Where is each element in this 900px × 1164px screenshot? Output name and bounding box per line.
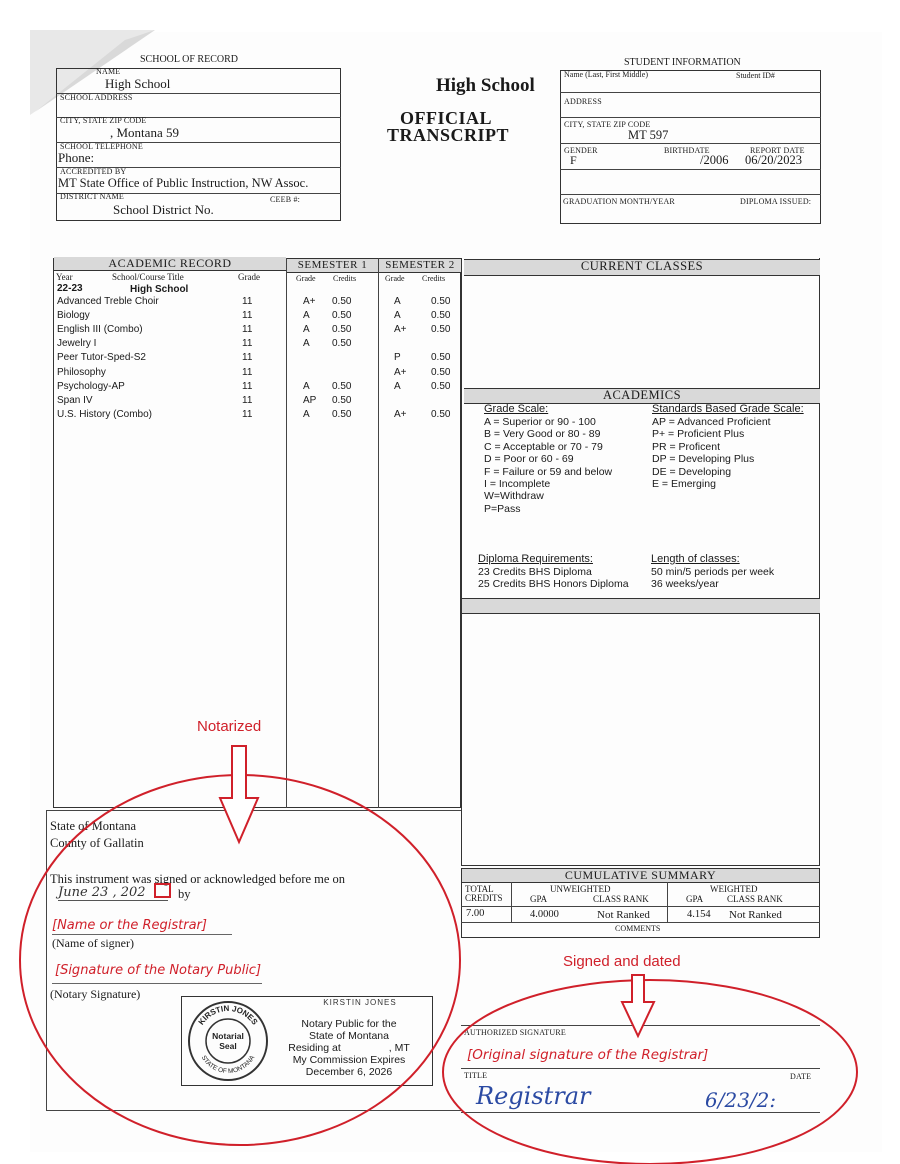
list-item: 23 Credits BHS Diploma: [478, 566, 592, 578]
header-school-title: High School: [436, 75, 535, 96]
course-grade: 11: [242, 352, 253, 364]
handwritten-title: Registrar: [476, 1082, 591, 1110]
course-title: Advanced Treble Choir: [57, 296, 159, 307]
course-grade: 11: [242, 408, 253, 420]
course-s1-grade: A: [303, 408, 310, 420]
school-telephone-label: SCHOOL TELEPHONE: [60, 142, 143, 151]
birthdate-value: /2006: [700, 153, 729, 167]
stamp-line: My Commission Expires: [292, 1054, 406, 1066]
student-city-label: CITY, STATE ZIP CODE: [564, 120, 651, 129]
school-address-label: SCHOOL ADDRESS: [60, 93, 133, 102]
class-rank-label-weighted: CLASS RANK: [727, 894, 783, 904]
standards-title: Standards Based Grade Scale:: [652, 403, 804, 415]
course-title: Biology: [57, 310, 90, 322]
course-s1-grade: A: [303, 310, 310, 322]
district-value: School District No.: [113, 202, 214, 217]
course-s2-credits: 0.50: [431, 408, 451, 420]
list-item: I = Incomplete: [484, 478, 551, 491]
school-row: High School: [130, 284, 189, 295]
course-s2-grade: A+: [394, 408, 407, 420]
list-item: 50 min/5 periods per week: [651, 566, 775, 578]
notary-instrument-line: This instrument was signed or acknowledged before me on: [50, 872, 346, 886]
seal-top-text: KIRSTIN JONES: [196, 1003, 260, 1027]
course-grade: 11: [242, 310, 253, 322]
current-classes-title: CURRENT CLASSES: [580, 259, 704, 273]
course-s1-credits: 0.50: [332, 394, 352, 406]
course-title: English III (Combo): [57, 324, 143, 336]
list-item: A = Superior or 90 - 100: [484, 416, 596, 428]
list-item: PR = Proficent: [652, 440, 720, 453]
course-s1-credits: 0.50: [332, 338, 352, 350]
course-grade: 11: [242, 296, 253, 307]
student-address-label: ADDRESS: [564, 97, 602, 106]
official-title: OFFICIAL: [400, 108, 493, 128]
notary-signature-placeholder: [Signature of the Notary Public]: [55, 963, 262, 978]
graduation-label: GRADUATION MONTH/YEAR: [563, 197, 675, 206]
course-s1-credits: 0.50: [332, 408, 352, 420]
notary-handwritten-date: June 23 , 202: [58, 885, 168, 901]
date-label: DATE: [790, 1072, 812, 1081]
academic-record-title: ACADEMIC RECORD: [108, 256, 232, 270]
list-item: 25 Credits BHS Honors Diploma: [478, 578, 629, 591]
gender-value: F: [570, 153, 577, 167]
signed-dated-annotation: Signed and dated: [563, 953, 681, 970]
student-id-label: Student ID#: [736, 71, 775, 80]
total-credits-value: 7.00: [466, 908, 485, 919]
course-s1-grade: AP: [303, 394, 317, 406]
gender-label: GENDER: [564, 146, 598, 155]
registrar-signature-placeholder: [Original signature of the Registrar]: [467, 1047, 709, 1063]
birthdate-label: BIRTHDATE: [664, 146, 710, 155]
school-name-value: High School: [105, 76, 171, 91]
course-grade: 11: [242, 394, 253, 406]
stamp-name: KIRSTIN JONES: [323, 998, 397, 1005]
course-s2-credits: 0.50: [431, 352, 451, 364]
weighted-gpa-value: 4.154: [687, 909, 711, 920]
list-item: C = Acceptable or 70 - 79: [484, 440, 603, 453]
seal-center-2: Seal: [219, 1041, 237, 1051]
weighted-label: WEIGHTED: [710, 884, 758, 894]
course-s1-grade: A+: [303, 296, 316, 307]
course-s2-grade: A+: [394, 324, 407, 336]
list-item: D = Poor or 60 - 69: [484, 453, 574, 466]
stamp-line: Residing at , MT: [288, 1042, 410, 1054]
unweighted-rank-value: Not Ranked: [597, 909, 650, 921]
course-title: Span IV: [57, 394, 93, 406]
course-s2-credits: 0.50: [431, 296, 451, 307]
course-s2-credits: 0.50: [431, 324, 451, 336]
notary-signature-label: (Notary Signature): [50, 987, 141, 1001]
handwritten-date: 6/23/2:: [705, 1088, 777, 1112]
col-grade: Grade: [238, 272, 260, 282]
course-s1-credits: 0.50: [332, 324, 352, 336]
name-of-signer-label: (Name of signer): [52, 936, 134, 950]
notarized-annotation: Notarized: [197, 718, 262, 735]
list-item: 36 weeks/year: [651, 578, 719, 591]
course-grade: 11: [242, 324, 253, 336]
list-item: P+ = Proficient Plus: [652, 428, 745, 441]
course-s2-grade: P: [394, 352, 401, 364]
authorized-signature-label: AUTHORIZED SIGNATURE: [464, 1028, 566, 1037]
student-info-title: STUDENT INFORMATION: [624, 57, 741, 68]
stamp-residing-suffix: , MT: [388, 1042, 410, 1054]
academics-title: ACADEMICS: [602, 388, 682, 402]
class-rank-label: CLASS RANK: [593, 894, 649, 904]
course-s2-credits: 0.50: [431, 310, 451, 322]
course-grade: 11: [242, 366, 253, 378]
notary-county: County of Gallatin: [50, 836, 144, 850]
list-item: P=Pass: [484, 502, 521, 515]
course-s2-credits: 0.50: [431, 380, 451, 392]
semester-2-title: SEMESTER 2: [385, 259, 455, 271]
list-item: W=Withdraw: [484, 490, 544, 503]
course-s1-credits: 0.50: [332, 296, 352, 307]
accredited-label: ACCREDITED BY: [60, 167, 127, 176]
gpa-label-weighted: GPA: [686, 894, 704, 904]
title-label: TITLE: [464, 1071, 488, 1080]
course-s2-credits: 0.50: [431, 366, 451, 378]
stamp-line: State of Montana: [309, 1030, 389, 1042]
diploma-issued-label: DIPLOMA ISSUED:: [740, 197, 812, 206]
ceeb-label: CEEB #:: [270, 195, 301, 204]
col-s1-credits: Credits: [333, 274, 357, 283]
unweighted-label: UNWEIGHTED: [550, 884, 611, 894]
course-grade: 11: [242, 380, 253, 392]
signed-arrow-icon: [622, 975, 654, 1036]
course-s1-grade: A: [303, 380, 310, 392]
course-s2-grade: A: [394, 380, 401, 392]
course-title: U.S. History (Combo): [57, 408, 153, 420]
school-city-value: , Montana 59: [110, 125, 179, 140]
col-s2-grade: Grade: [385, 274, 405, 283]
notary-state: State of Montana: [50, 819, 137, 833]
unweighted-gpa-value: 4.0000: [530, 909, 559, 920]
col-year: Year: [56, 272, 73, 282]
list-item: F = Failure or 59 and below: [484, 465, 613, 478]
report-date-value: 06/20/2023: [745, 153, 802, 167]
course-s2-grade: A+: [394, 366, 407, 378]
weighted-rank-value: Not Ranked: [729, 909, 782, 921]
school-name-label: NAME: [96, 67, 121, 76]
course-title: Peer Tutor-Sped-S2: [57, 352, 146, 364]
notary-registrar-placeholder: [Name or the Registrar]: [52, 918, 207, 933]
accredited-value: MT State Office of Public Instruction, NW Assoc.: [58, 176, 309, 190]
col-s1-grade: Grade: [296, 274, 316, 283]
course-s2-grade: A: [394, 310, 401, 322]
course-s1-credits: 0.50: [332, 310, 352, 322]
list-item: AP = Advanced Proficient: [652, 416, 771, 428]
comments-label: COMMENTS: [615, 924, 661, 933]
school-city-label: CITY, STATE ZIP CODE: [60, 116, 147, 125]
total-credits-label-1: TOTAL: [465, 884, 494, 894]
course-grade: 11: [242, 338, 253, 350]
semester-1-title: SEMESTER 1: [297, 259, 368, 271]
report-date-label: REPORT DATE: [750, 146, 805, 155]
course-title: Jewelry I: [57, 338, 97, 350]
total-credits-label-2: CREDITS: [465, 893, 503, 903]
stamp-line: December 6, 2026: [305, 1066, 393, 1078]
cumulative-title: CUMULATIVE SUMMARY: [564, 868, 717, 882]
seal-bottom-text: STATE OF MONTANA: [199, 1054, 257, 1076]
course-title: Philosophy: [57, 366, 106, 378]
district-label: DISTRICT NAME: [60, 192, 125, 201]
gpa-label: GPA: [530, 894, 548, 904]
list-item: DP = Developing Plus: [652, 453, 755, 466]
year-value: 22-23: [57, 283, 83, 294]
diploma-req-title: Diploma Requirements:: [478, 553, 593, 565]
list-item: E = Emerging: [652, 478, 716, 491]
notarized-arrow-icon: [220, 746, 258, 842]
list-item: DE = Developing: [652, 465, 732, 478]
school-telephone-value: Phone:: [58, 150, 95, 165]
stamp-line: Notary Public for the: [301, 1018, 397, 1030]
notary-by: by: [178, 887, 191, 901]
seal-center-1: Notarial: [212, 1031, 244, 1041]
school-of-record-title: SCHOOL OF RECORD: [140, 54, 238, 65]
course-s1-grade: A: [303, 338, 310, 350]
length-title: Length of classes:: [651, 553, 740, 565]
col-s2-credits: Credits: [422, 274, 446, 283]
transcript-title: TRANSCRIPT: [387, 125, 510, 145]
course-title: Psychology-AP: [57, 380, 125, 392]
student-city-value: MT 597: [628, 128, 669, 142]
list-item: B = Very Good or 80 - 89: [484, 428, 601, 441]
col-title: School/Course Title: [112, 272, 184, 282]
course-s1-credits: 0.50: [332, 380, 352, 392]
course-s2-grade: A: [394, 296, 401, 307]
student-name-label: Name (Last, First Middle): [564, 70, 648, 79]
course-s1-grade: A: [303, 324, 310, 336]
grade-scale-title: Grade Scale:: [484, 403, 549, 415]
